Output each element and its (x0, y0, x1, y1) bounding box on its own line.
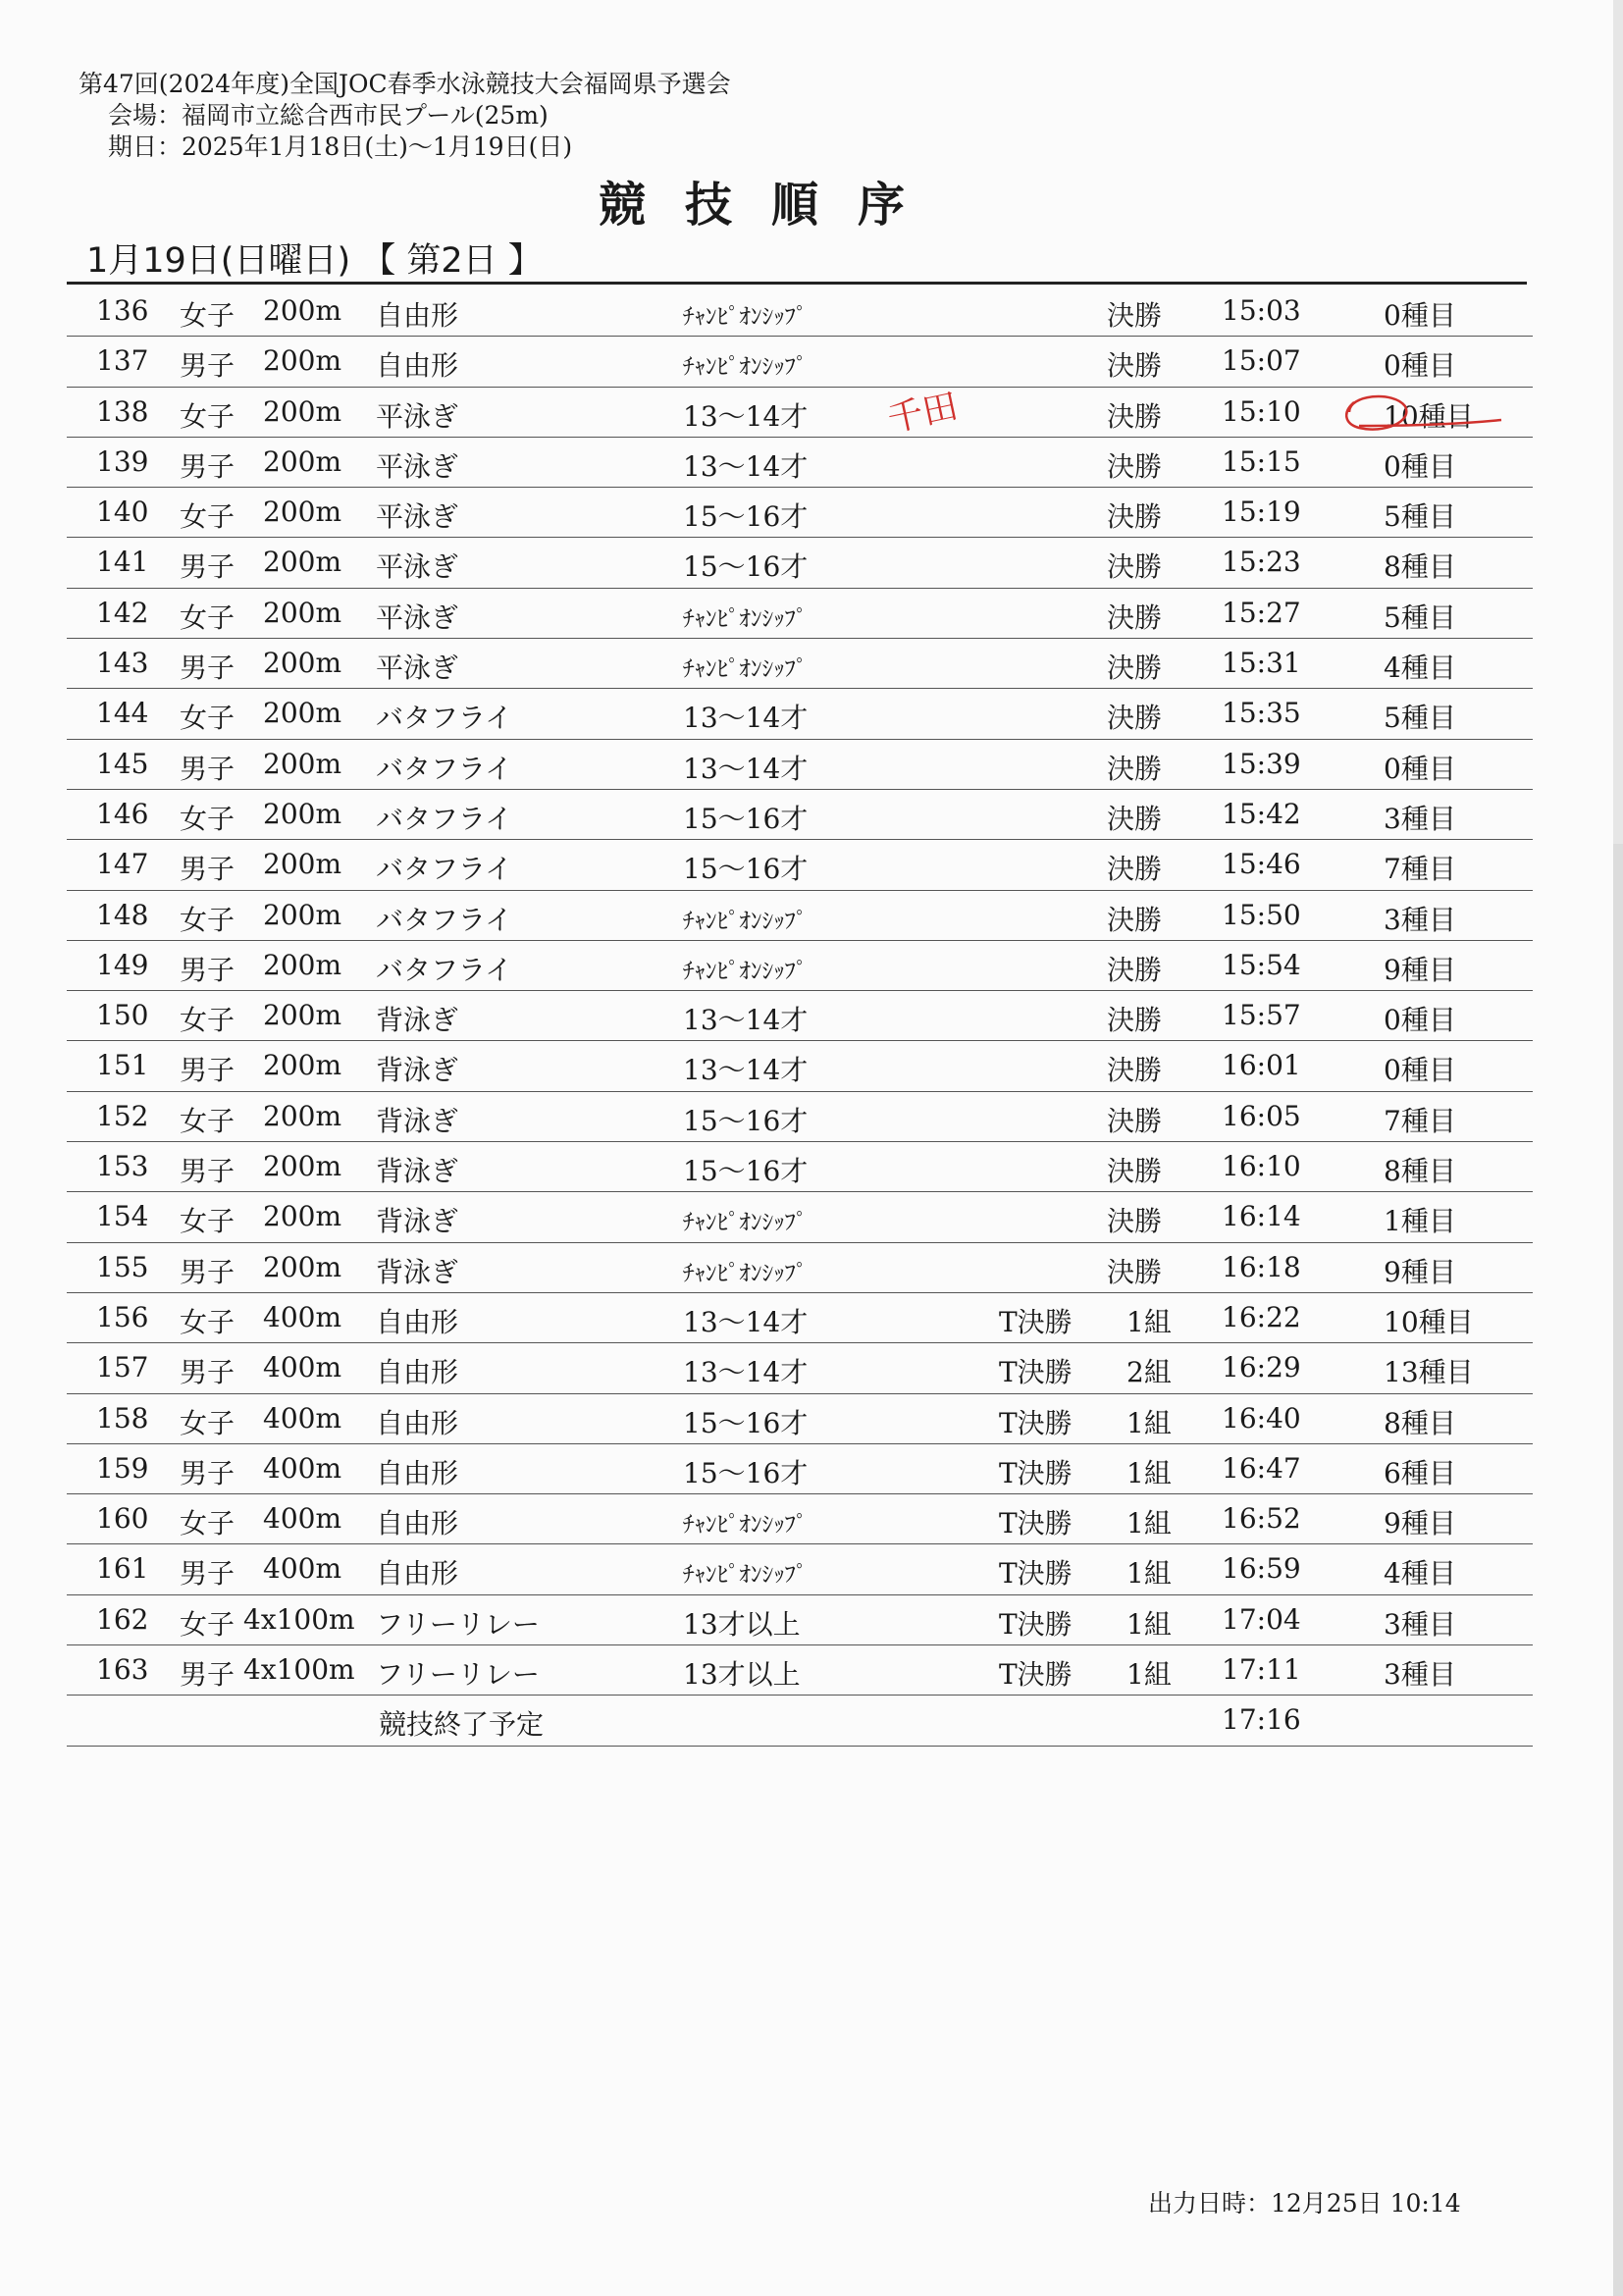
start-time: 15:39 (1222, 747, 1301, 780)
event-count: 6種目 (1384, 1456, 1456, 1489)
event-count: 9種目 (1384, 1507, 1456, 1540)
start-time: 16:18 (1222, 1250, 1301, 1283)
stroke: 背泳ぎ (376, 1004, 459, 1037)
age-group: ﾁｬﾝﾋﾟｵﾝｼｯﾌﾟ (683, 1210, 808, 1236)
event-number: 138 (96, 394, 149, 428)
gender: 男子 (180, 1356, 236, 1389)
distance: 400m (263, 1351, 341, 1384)
heat-count: 2組 (1126, 1356, 1172, 1389)
handwritten-initials: 千田 (884, 386, 963, 441)
event-schedule-table (67, 287, 1533, 1747)
start-time: 17:11 (1222, 1653, 1301, 1687)
start-time: 15:57 (1222, 999, 1301, 1032)
distance: 200m (263, 294, 341, 327)
distance: 400m (263, 1502, 341, 1536)
age-group: 15～16才 (683, 802, 809, 835)
gender: 女子 (180, 500, 236, 534)
round: 決勝 (1107, 1104, 1163, 1137)
round: T決勝 (999, 1356, 1073, 1389)
stroke: 平泳ぎ (376, 449, 459, 483)
stroke: 背泳ぎ (376, 1255, 459, 1288)
event-number: 140 (96, 496, 149, 529)
event-count: 0種目 (1384, 1054, 1456, 1087)
heat-count: 1組 (1126, 1557, 1172, 1591)
event-number: 151 (96, 1049, 149, 1082)
start-time: 16:47 (1222, 1451, 1301, 1485)
event-number: 162 (96, 1602, 149, 1636)
event-count: 5種目 (1384, 500, 1456, 534)
stroke: バタフライ (376, 802, 513, 835)
event-count: 8種目 (1384, 1406, 1456, 1439)
round: T決勝 (999, 1658, 1073, 1692)
gender: 男子 (180, 752, 236, 785)
age-group: 13才以上 (683, 1658, 801, 1692)
table-row (67, 488, 1533, 538)
start-time: 16:29 (1222, 1351, 1301, 1384)
age-group: 13～14才 (683, 1356, 809, 1389)
table-row (67, 941, 1533, 991)
event-number: 146 (96, 797, 149, 830)
table-row (67, 589, 1533, 639)
gender: 男子 (180, 1155, 236, 1188)
gender: 女子 (180, 1205, 236, 1238)
gender: 女子 (180, 903, 236, 936)
stroke: 背泳ぎ (376, 1155, 459, 1188)
gender: 女子 (180, 600, 236, 634)
table-row (67, 1293, 1533, 1343)
heat-count: 1組 (1126, 1507, 1172, 1540)
gender: 女子 (180, 702, 236, 735)
event-number: 156 (96, 1300, 149, 1333)
dates-line: 期日：2025年1月18日(土)～1月19日(日) (108, 132, 573, 161)
age-group: 13～14才 (683, 399, 809, 433)
event-number: 150 (96, 999, 149, 1032)
stroke: 自由形 (376, 299, 459, 332)
start-time: 17:04 (1222, 1602, 1301, 1636)
round: 決勝 (1107, 1004, 1163, 1037)
distance: 200m (263, 747, 341, 780)
table-row (67, 639, 1533, 689)
event-number: 152 (96, 1099, 149, 1132)
stroke: 平泳ぎ (376, 500, 459, 534)
distance: 200m (263, 948, 341, 981)
event-count: 8種目 (1384, 550, 1456, 584)
event-count: 0種目 (1384, 349, 1456, 383)
round: 決勝 (1107, 903, 1163, 936)
distance: 4x100m (243, 1653, 355, 1687)
table-top-rule (67, 282, 1527, 285)
distance: 400m (263, 1300, 341, 1333)
event-number: 143 (96, 647, 149, 680)
stroke: バタフライ (376, 853, 513, 886)
gender: 男子 (180, 449, 236, 483)
gender: 男子 (180, 1557, 236, 1591)
event-number: 155 (96, 1250, 149, 1283)
start-time: 15:42 (1222, 797, 1301, 830)
heat-count: 1組 (1126, 1607, 1172, 1641)
age-group: 13～14才 (683, 449, 809, 483)
table-row (67, 1343, 1533, 1393)
start-time: 16:05 (1222, 1099, 1301, 1132)
table-row (67, 790, 1533, 840)
age-group: ﾁｬﾝﾋﾟｵﾝｼｯﾌﾟ (683, 908, 808, 934)
stroke: 自由形 (376, 1406, 459, 1439)
distance: 200m (263, 999, 341, 1032)
distance: 400m (263, 1552, 341, 1586)
distance: 4x100m (243, 1602, 355, 1636)
stroke: 背泳ぎ (376, 1205, 459, 1238)
age-group: 13～14才 (683, 1004, 809, 1037)
age-group: 13～14才 (683, 1054, 809, 1087)
gender: 女子 (180, 1607, 236, 1641)
heat-count: 1組 (1126, 1456, 1172, 1489)
event-number: 136 (96, 294, 149, 327)
gender: 女子 (180, 399, 236, 433)
start-time: 15:31 (1222, 647, 1301, 680)
table-row (67, 1444, 1533, 1494)
round: T決勝 (999, 1406, 1073, 1439)
round: 決勝 (1107, 752, 1163, 785)
event-count: 0種目 (1384, 752, 1456, 785)
start-time: 15:07 (1222, 344, 1301, 378)
stroke: 自由形 (376, 1356, 459, 1389)
event-number: 144 (96, 697, 149, 730)
event-count: 10種目 (1384, 399, 1474, 433)
stroke: 自由形 (376, 1456, 459, 1489)
end-time: 17:16 (1222, 1703, 1301, 1737)
event-count: 3種目 (1384, 903, 1456, 936)
stroke: 平泳ぎ (376, 600, 459, 634)
gender: 男子 (180, 953, 236, 986)
event-count: 5種目 (1384, 600, 1456, 634)
event-number: 137 (96, 344, 149, 378)
event-count: 0種目 (1384, 299, 1456, 332)
distance: 200m (263, 697, 341, 730)
start-time: 15:50 (1222, 898, 1301, 931)
age-group: ﾁｬﾝﾋﾟｵﾝｼｯﾌﾟ (683, 656, 808, 683)
round: T決勝 (999, 1456, 1073, 1489)
event-number: 142 (96, 596, 149, 629)
gender: 女子 (180, 1406, 236, 1439)
start-time: 15:19 (1222, 496, 1301, 529)
event-count: 4種目 (1384, 1557, 1456, 1591)
handwritten-annotations (864, 383, 1511, 451)
round: 決勝 (1107, 449, 1163, 483)
distance: 200m (263, 444, 341, 478)
event-count: 3種目 (1384, 1658, 1456, 1692)
day-heading: 1月19日(日曜日) 【 第2日 】 (86, 241, 543, 281)
stroke: バタフライ (376, 953, 513, 986)
distance: 200m (263, 797, 341, 830)
start-time: 15:03 (1222, 294, 1301, 327)
table-row (67, 287, 1533, 337)
event-number: 141 (96, 546, 149, 579)
event-count: 13種目 (1384, 1356, 1474, 1389)
gender: 女子 (180, 1104, 236, 1137)
start-time: 15:35 (1222, 697, 1301, 730)
event-count: 10種目 (1384, 1305, 1474, 1338)
gender: 男子 (180, 1658, 236, 1692)
round: 決勝 (1107, 1205, 1163, 1238)
table-row (67, 1494, 1533, 1544)
gender: 男子 (180, 550, 236, 584)
start-time: 15:10 (1222, 394, 1301, 428)
distance: 200m (263, 344, 341, 378)
table-row (67, 1544, 1533, 1594)
event-number: 139 (96, 444, 149, 478)
round: 決勝 (1107, 953, 1163, 986)
event-count: 5種目 (1384, 702, 1456, 735)
end-row (67, 1696, 1533, 1746)
age-group: 15～16才 (683, 550, 809, 584)
start-time: 15:54 (1222, 948, 1301, 981)
event-count: 3種目 (1384, 802, 1456, 835)
start-time: 16:59 (1222, 1552, 1301, 1586)
table-row (67, 1192, 1533, 1242)
page-title: 競技順序 (599, 178, 945, 233)
stroke: 背泳ぎ (376, 1104, 459, 1137)
round: 決勝 (1107, 550, 1163, 584)
round: 決勝 (1107, 600, 1163, 634)
heat-count: 1組 (1126, 1406, 1172, 1439)
table-row (67, 991, 1533, 1041)
table-row (67, 1092, 1533, 1142)
age-group: ﾁｬﾝﾋﾟｵﾝｼｯﾌﾟ (683, 1260, 808, 1286)
event-count: 3種目 (1384, 1607, 1456, 1641)
table-row (67, 689, 1533, 739)
gender: 女子 (180, 802, 236, 835)
stroke: 平泳ぎ (376, 550, 459, 584)
gender: 男子 (180, 349, 236, 383)
round: 決勝 (1107, 349, 1163, 383)
age-group: ﾁｬﾝﾋﾟｵﾝｼｯﾌﾟ (683, 304, 808, 330)
distance: 200m (263, 1150, 341, 1183)
heat-count: 1組 (1126, 1305, 1172, 1338)
round: T決勝 (999, 1607, 1073, 1641)
stroke: バタフライ (376, 752, 513, 785)
age-group: 13才以上 (683, 1607, 801, 1641)
distance: 400m (263, 1451, 341, 1485)
table-row (67, 1041, 1533, 1091)
distance: 200m (263, 546, 341, 579)
distance: 200m (263, 1250, 341, 1283)
event-count: 8種目 (1384, 1155, 1456, 1188)
round: T決勝 (999, 1507, 1073, 1540)
stroke: バタフライ (376, 903, 513, 936)
distance: 200m (263, 394, 341, 428)
gender: 女子 (180, 1305, 236, 1338)
age-group: ﾁｬﾝﾋﾟｵﾝｼｯﾌﾟ (683, 1562, 808, 1589)
gender: 男子 (180, 1054, 236, 1087)
end-label: 競技終了予定 (379, 1708, 545, 1742)
age-group: ﾁｬﾝﾋﾟｵﾝｼｯﾌﾟ (683, 958, 808, 984)
table-row (67, 740, 1533, 790)
table-row (67, 840, 1533, 890)
age-group: 15～16才 (683, 1155, 809, 1188)
document-header (79, 69, 731, 163)
round: T決勝 (999, 1557, 1073, 1591)
event-number: 159 (96, 1451, 149, 1485)
event-count: 9種目 (1384, 953, 1456, 986)
gender: 男子 (180, 1255, 236, 1288)
stroke: 自由形 (376, 1557, 459, 1591)
event-count: 7種目 (1384, 853, 1456, 886)
output-timestamp: 出力日時：12月25日 10:14 (1148, 2189, 1461, 2218)
distance: 200m (263, 848, 341, 881)
gender: 女子 (180, 1507, 236, 1540)
event-count: 1種目 (1384, 1205, 1456, 1238)
round: 決勝 (1107, 1155, 1163, 1188)
stroke: 平泳ぎ (376, 652, 459, 685)
event-number: 154 (96, 1200, 149, 1233)
event-count: 7種目 (1384, 1104, 1456, 1137)
round: 決勝 (1107, 853, 1163, 886)
distance: 200m (263, 496, 341, 529)
page-edge-shadow-lower (1613, 844, 1623, 2296)
event-count: 9種目 (1384, 1255, 1456, 1288)
start-time: 16:22 (1222, 1300, 1301, 1333)
age-group: ﾁｬﾝﾋﾟｵﾝｼｯﾌﾟ (683, 354, 808, 381)
start-time: 15:27 (1222, 596, 1301, 629)
start-time: 16:01 (1222, 1049, 1301, 1082)
event-count: 0種目 (1384, 449, 1456, 483)
stroke: フリーリレー (376, 1658, 540, 1692)
table-row (67, 1243, 1533, 1293)
stroke: 背泳ぎ (376, 1054, 459, 1087)
stroke: 自由形 (376, 1507, 459, 1540)
table-row (67, 1394, 1533, 1444)
table-row (67, 1595, 1533, 1645)
event-number: 145 (96, 747, 149, 780)
age-group: 13～14才 (683, 702, 809, 735)
table-row (67, 1645, 1533, 1696)
distance: 400m (263, 1401, 341, 1435)
event-number: 157 (96, 1351, 149, 1384)
event-count: 0種目 (1384, 1004, 1456, 1037)
stroke: 自由形 (376, 349, 459, 383)
gender: 女子 (180, 299, 236, 332)
stroke: 自由形 (376, 1305, 459, 1338)
gender: 男子 (180, 1456, 236, 1489)
round: 決勝 (1107, 1054, 1163, 1087)
round: 決勝 (1107, 299, 1163, 332)
round: 決勝 (1107, 702, 1163, 735)
start-time: 15:46 (1222, 848, 1301, 881)
age-group: ﾁｬﾝﾋﾟｵﾝｼｯﾌﾟ (683, 605, 808, 632)
stroke: フリーリレー (376, 1607, 540, 1641)
round: 決勝 (1107, 1255, 1163, 1288)
start-time: 15:23 (1222, 546, 1301, 579)
round: 決勝 (1107, 652, 1163, 685)
table-row (67, 538, 1533, 588)
table-row (67, 891, 1533, 941)
distance: 200m (263, 898, 341, 931)
gender: 女子 (180, 1004, 236, 1037)
event-number: 153 (96, 1150, 149, 1183)
venue-line: 会場：福岡市立総合西市民プール(25m) (108, 101, 549, 130)
distance: 200m (263, 1049, 341, 1082)
age-group: 15～16才 (683, 1406, 809, 1439)
age-group: 15～16才 (683, 1104, 809, 1137)
start-time: 16:10 (1222, 1150, 1301, 1183)
round: 決勝 (1107, 500, 1163, 534)
stroke: 平泳ぎ (376, 399, 459, 433)
gender: 男子 (180, 853, 236, 886)
event-count: 4種目 (1384, 652, 1456, 685)
event-number: 148 (96, 898, 149, 931)
table-row (67, 337, 1533, 387)
start-time: 16:14 (1222, 1200, 1301, 1233)
event-number: 158 (96, 1401, 149, 1435)
gender: 男子 (180, 652, 236, 685)
distance: 200m (263, 1200, 341, 1233)
age-group: 15～16才 (683, 500, 809, 534)
event-number: 149 (96, 948, 149, 981)
distance: 200m (263, 596, 341, 629)
event-number: 147 (96, 848, 149, 881)
meet-title: 第47回(2024年度)全国JOC春季水泳競技大会福岡県予選会 (79, 70, 731, 98)
age-group: ﾁｬﾝﾋﾟｵﾝｼｯﾌﾟ (683, 1512, 808, 1539)
age-group: 13～14才 (683, 752, 809, 785)
start-time: 15:15 (1222, 444, 1301, 478)
event-number: 163 (96, 1653, 149, 1687)
event-number: 160 (96, 1502, 149, 1536)
stroke: バタフライ (376, 702, 513, 735)
distance: 200m (263, 1099, 341, 1132)
age-group: 13～14才 (683, 1305, 809, 1338)
round: 決勝 (1107, 802, 1163, 835)
round: 決勝 (1107, 399, 1163, 433)
start-time: 16:52 (1222, 1502, 1301, 1536)
round: T決勝 (999, 1305, 1073, 1338)
table-row (67, 1142, 1533, 1192)
distance: 200m (263, 647, 341, 680)
handwritten-underline (1359, 420, 1501, 426)
age-group: 15～16才 (683, 853, 809, 886)
event-number: 161 (96, 1552, 149, 1586)
start-time: 16:40 (1222, 1401, 1301, 1435)
heat-count: 1組 (1126, 1658, 1172, 1692)
age-group: 15～16才 (683, 1456, 809, 1489)
